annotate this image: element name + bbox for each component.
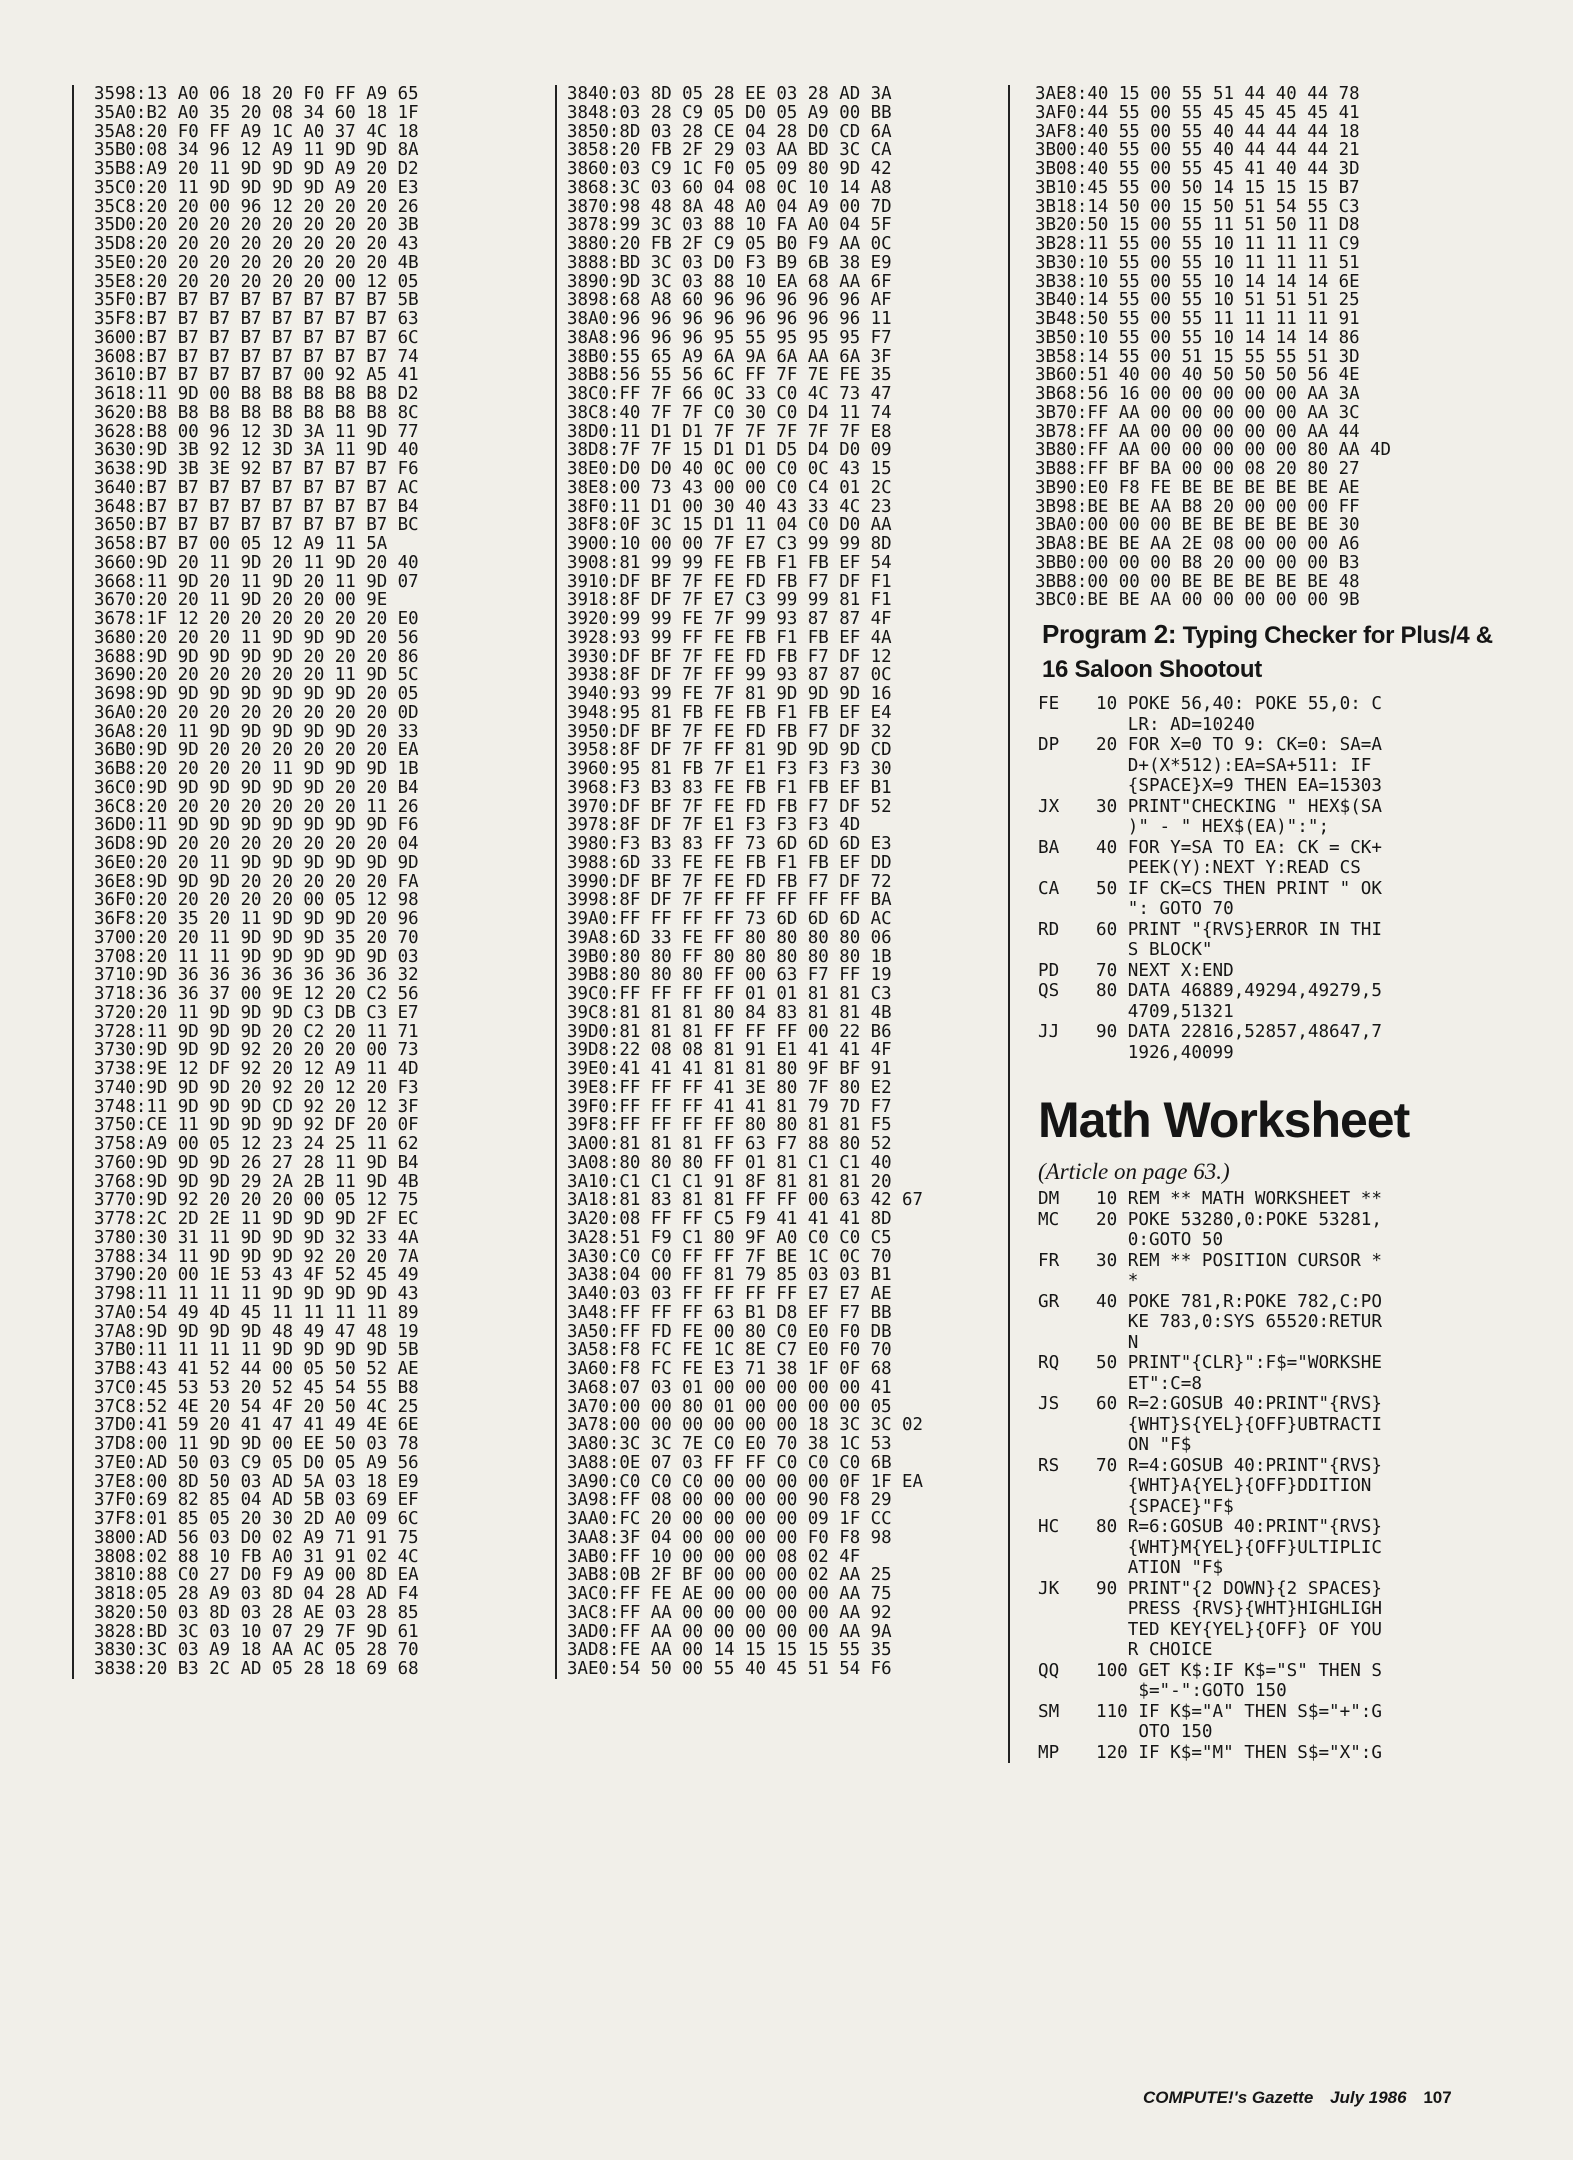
hex-line: 3A40:03 03 FF FF FF FF E7 E7 AE: [567, 1285, 892, 1304]
hex-line: 3918:8F DF 7F E7 C3 99 99 81 F1: [567, 591, 892, 610]
hex-line: 35B8:A9 20 11 9D 9D 9D A9 20 D2: [94, 160, 419, 179]
hex-line: 3A28:51 F9 C1 80 9F A0 C0 C0 C5: [567, 1228, 892, 1248]
hex-line: 36C8:20 20 20 20 20 20 20 11 26: [94, 797, 419, 817]
hex-line: 3870:98 48 8A 48 A0 04 A9 00 7D: [567, 197, 892, 217]
hex-listing-column-1: [72, 85, 552, 1679]
hex-line: 36D8:9D 20 20 20 20 20 20 20 04: [94, 835, 419, 854]
hex-line: 3AD0:FF AA 00 00 00 00 00 AA 9A: [567, 1622, 892, 1642]
hex-line: 3BA0:00 00 00 BE BE BE BE BE 30: [1035, 516, 1360, 535]
basic-code: 30 REM ** POSITION CURSOR * *: [1096, 1250, 1382, 1291]
hex-line: 3660:9D 20 11 9D 20 11 9D 20 40: [94, 553, 419, 573]
hex-line: 3618:11 9D 00 B8 B8 B8 B8 B8 D2: [94, 385, 419, 404]
hex-line: 3950:DF BF 7F FE FD FB F7 DF 32: [567, 722, 892, 742]
hex-line: 36F0:20 20 20 20 20 00 05 12 98: [94, 891, 419, 910]
hex-line: 3638:9D 3B 3E 92 B7 B7 B7 B7 F6: [94, 460, 419, 479]
hex-line: 38F8:0F 3C 15 D1 11 04 C0 D0 AA: [567, 516, 892, 535]
hex-line: 3AB0:FF 10 00 00 00 08 02 4F: [567, 1547, 861, 1567]
hex-line: 38D8:7F 7F 15 D1 D1 D5 D4 D0 09: [567, 441, 892, 460]
hex-line: 3A48:FF FF FF 63 B1 D8 EF F7 BB: [567, 1303, 892, 1323]
basic-line: [1010, 1210, 1502, 1251]
checksum-code: MP: [1038, 1742, 1060, 1763]
hex-line: 37E8:00 8D 50 03 AD 5A 03 18 E9: [94, 1472, 419, 1492]
checksum-code: DP: [1038, 735, 1060, 755]
hex-line: 3B98:BE BE AA B8 20 00 00 00 FF: [1035, 497, 1360, 517]
hex-line: 3BB8:00 00 00 BE BE BE BE BE 48: [1035, 572, 1360, 592]
basic-line: [1010, 920, 1502, 961]
hex-line: 3988:6D 33 FE FE FB F1 FB EF DD: [567, 853, 892, 873]
checksum-code: QQ: [1038, 1660, 1060, 1681]
checksum-code: HC: [1038, 1517, 1060, 1537]
checksum-code: JS: [1038, 1394, 1060, 1414]
hex-line: 3B28:11 55 00 55 10 11 11 11 C9: [1035, 235, 1360, 254]
hex-line: 3730:9D 9D 9D 92 20 20 20 00 73: [94, 1041, 419, 1060]
hex-line: 3B80:FF AA 00 00 00 00 00 80 AA 4D: [1035, 441, 1391, 460]
hex-line: 3B78:FF AA 00 00 00 00 00 AA 44: [1035, 422, 1360, 442]
basic-line: [1010, 838, 1502, 879]
basic-code: 90 PRINT"{2 DOWN}{2 SPACES} PRESS {RVS}{WHT}HIGHLIGH TED KEY{YEL}{OFF} OF YOU R CHOICE: [1096, 1578, 1382, 1660]
hex-line: 3628:B8 00 96 12 3D 3A 11 9D 77: [94, 422, 419, 442]
hex-line: 3AA8:3F 04 00 00 00 00 F0 F8 98: [567, 1528, 892, 1548]
hex-line: 36E0:20 20 11 9D 9D 9D 9D 9D 9D: [94, 853, 419, 873]
basic-code: 80 R=6:GOSUB 40:PRINT"{RVS} {WHT}M{YEL}{OFF}ULTIPLIC ATION "F$: [1096, 1517, 1382, 1578]
magazine-name: COMPUTE!'s Gazette: [1143, 2088, 1314, 2107]
checksum-code: MC: [1038, 1209, 1060, 1230]
hex-line: 3728:11 9D 9D 9D 20 C2 20 11 71: [94, 1022, 419, 1042]
hex-line: 3600:B7 B7 B7 B7 B7 B7 B7 B7 6C: [94, 328, 419, 348]
hex-line: 3B58:14 55 00 51 15 55 55 51 3D: [1035, 347, 1360, 367]
hex-line: 3690:20 20 20 20 20 20 11 9D 5C: [94, 666, 419, 685]
hex-line: 3668:11 9D 20 11 9D 20 11 9D 07: [94, 572, 419, 592]
hex-line: 39A8:6D 33 FE FF 80 80 80 80 06: [567, 928, 892, 948]
hex-line: 3AD8:FE AA 00 14 15 15 15 55 35: [567, 1641, 892, 1660]
hex-line: 3708:20 11 11 9D 9D 9D 9D 9D 03: [94, 947, 419, 967]
hex-line: 35F8:B7 B7 B7 B7 B7 B7 B7 B7 63: [94, 310, 419, 329]
hex-line: 3598:13 A0 06 18 20 F0 FF A9 65: [94, 85, 419, 104]
hex-line: 3780:30 31 11 9D 9D 9D 32 33 4A: [94, 1228, 419, 1248]
hex-line: 3A30:C0 C0 FF FF 7F BE 1C 0C 70: [567, 1247, 892, 1267]
checksum-code: FE: [1038, 694, 1060, 714]
hex-line: 3810:88 C0 27 D0 F9 A9 00 8D EA: [94, 1566, 419, 1585]
hex-line: 37B8:43 41 52 44 00 05 50 52 AE: [94, 1360, 419, 1379]
basic-code: 10 POKE 56,40: POKE 55,0: C LR: AD=10240: [1096, 694, 1382, 735]
hex-line: 3798:11 11 11 11 9D 9D 9D 9D 43: [94, 1285, 419, 1304]
hex-line: 3608:B7 B7 B7 B7 B7 B7 B7 B7 74: [94, 347, 419, 367]
basic-line: [1010, 1456, 1502, 1518]
hex-line: 3808:02 88 10 FB A0 31 91 02 4C: [94, 1547, 419, 1567]
hex-line: 3B00:40 55 00 55 40 44 44 44 21: [1035, 141, 1360, 160]
hex-line: 3B10:45 55 00 50 14 15 15 15 B7: [1035, 178, 1360, 198]
hex-line: 3880:20 FB 2F C9 05 B0 F9 AA 0C: [567, 235, 892, 254]
basic-line: [1010, 961, 1502, 982]
hex-line: 3A50:FF FD FE 00 80 C0 E0 F0 DB: [567, 1322, 892, 1342]
hex-line: 3818:05 28 A9 03 8D 04 28 AD F4: [94, 1585, 419, 1604]
hex-line: 3958:8F DF 7F FF 81 9D 9D 9D CD: [567, 741, 892, 760]
hex-line: 3920:99 99 FE 7F 99 93 87 87 4F: [567, 610, 892, 629]
hex-line: 3AF8:40 55 00 55 40 44 44 44 18: [1035, 122, 1360, 142]
hex-line: 3940:93 99 FE 7F 81 9D 9D 9D 16: [567, 685, 892, 704]
basic-line: [1010, 1251, 1502, 1292]
hex-line: 3A80:3C 3C 7E C0 E0 70 38 1C 53: [567, 1435, 892, 1454]
program-2-heading: Program 2: Typing Checker for Plus/4 & 16 Saloon Shootout: [1042, 619, 1493, 683]
hex-line: 3B20:50 15 00 55 11 51 50 11 D8: [1035, 216, 1360, 235]
hex-line: 3898:68 A8 60 96 96 96 96 96 AF: [567, 291, 892, 310]
hex-line: 36F8:20 35 20 11 9D 9D 9D 20 96: [94, 910, 419, 929]
basic-code: 50 IF CK=CS THEN PRINT " OK ": GOTO 70: [1096, 878, 1382, 919]
hex-line: 39F0:FF FF FF 41 41 81 79 7D F7: [567, 1097, 892, 1117]
hex-line: 36C0:9D 9D 9D 9D 9D 9D 20 20 B4: [94, 778, 419, 798]
hex-line: 3A18:81 83 81 81 FF FF 00 63 42 67: [567, 1191, 923, 1210]
hex-line: 37C8:52 4E 20 54 4F 20 50 4C 25: [94, 1397, 419, 1417]
hex-line: 37E0:AD 50 03 C9 05 D0 05 A9 56: [94, 1453, 419, 1473]
page-footer: [1143, 2088, 1464, 2108]
hex-line: 3740:9D 9D 9D 20 92 20 12 20 F3: [94, 1078, 419, 1098]
hex-line: 3AE8:40 15 00 55 51 44 40 44 78: [1035, 85, 1360, 104]
hex-line: 3990:DF BF 7F FE FD FB F7 DF 72: [567, 872, 892, 892]
hex-line: 3A08:80 80 80 FF 01 81 C1 C1 40: [567, 1153, 892, 1173]
hex-line: 37C0:45 53 53 20 52 45 54 55 B8: [94, 1378, 419, 1398]
hex-line: 3BB0:00 00 00 B8 20 00 00 00 B3: [1035, 553, 1360, 573]
hex-line: 35A0:B2 A0 35 20 08 34 60 18 1F: [94, 103, 419, 123]
hex-line: 3978:8F DF 7F E1 F3 F3 F3 4D: [567, 816, 861, 835]
page-number: 107: [1423, 2088, 1452, 2107]
hex-line: 3650:B7 B7 B7 B7 B7 B7 B7 B7 BC: [94, 516, 419, 535]
hex-line: 3688:9D 9D 9D 9D 9D 20 20 20 86: [94, 647, 419, 667]
basic-line: [1010, 1579, 1502, 1661]
hex-line: 37A8:9D 9D 9D 9D 48 49 47 48 19: [94, 1322, 419, 1342]
hex-line: 3840:03 8D 05 28 EE 03 28 AD 3A: [567, 85, 892, 104]
hex-line: 3760:9D 9D 9D 26 27 28 11 9D B4: [94, 1153, 419, 1173]
basic-code: 50 PRINT"{CLR}":F$="WORKSHE ET":C=8: [1096, 1353, 1382, 1394]
hex-line: 3768:9D 9D 9D 29 2A 2B 11 9D 4B: [94, 1172, 419, 1192]
hex-line: 3B30:10 55 00 55 10 11 11 11 51: [1035, 253, 1360, 273]
hex-line: 3AC8:FF AA 00 00 00 00 00 AA 92: [567, 1603, 892, 1623]
hex-line: 3A90:C0 C0 C0 00 00 00 00 0F 1F EA: [567, 1472, 923, 1492]
basic-line: [1010, 1702, 1502, 1743]
basic-line: [1010, 1022, 1502, 1063]
hex-line: 3A88:0E 07 03 FF FF C0 C0 C0 6B: [567, 1453, 892, 1473]
hex-line: 3850:8D 03 28 CE 04 28 D0 CD 6A: [567, 122, 892, 142]
hex-line: 38C0:FF 7F 66 0C 33 C0 4C 73 47: [567, 385, 892, 404]
hex-line: 39D8:22 08 08 81 91 E1 41 41 4F: [567, 1041, 892, 1060]
hex-line: 35D0:20 20 20 20 20 20 20 20 3B: [94, 216, 419, 235]
hex-line: 3758:A9 00 05 12 23 24 25 11 62: [94, 1135, 419, 1154]
basic-code: 100 GET K$:IF K$="S" THEN S $="-":GOTO 150: [1096, 1660, 1382, 1701]
program-2-listing: [1010, 694, 1502, 1063]
hex-line: 39B0:80 80 FF 80 80 80 80 80 1B: [567, 947, 892, 967]
hex-line: 3830:3C 03 A9 18 AA AC 05 28 70: [94, 1641, 419, 1660]
hex-line: 3BA8:BE BE AA 2E 08 00 00 00 A6: [1035, 535, 1360, 554]
checksum-code: JK: [1038, 1578, 1060, 1599]
hex-line: 3750:CE 11 9D 9D 9D 92 DF 20 0F: [94, 1116, 419, 1135]
hex-line: 39D0:81 81 81 FF FF FF 00 22 B6: [567, 1022, 892, 1042]
hex-line: 3B50:10 55 00 55 10 14 14 14 86: [1035, 328, 1360, 348]
hex-line: 38B0:55 65 A9 6A 9A 6A AA 6A 3F: [567, 347, 892, 367]
basic-line: [1010, 1661, 1502, 1702]
hex-line: 3748:11 9D 9D 9D CD 92 20 12 3F: [94, 1097, 419, 1117]
hex-line: 3910:DF BF 7F FE FD FB F7 DF F1: [567, 572, 892, 592]
hex-line: 39C0:FF FF FF FF 01 01 81 81 C3: [567, 985, 892, 1004]
hex-line: 3B48:50 55 00 55 11 11 11 11 91: [1035, 310, 1360, 329]
hex-line: 36B8:20 20 20 20 11 9D 9D 9D 1B: [94, 760, 419, 779]
hex-line: 3AA0:FC 20 00 00 00 00 09 1F CC: [567, 1510, 892, 1529]
hex-line: 3610:B7 B7 B7 B7 B7 00 92 A5 41: [94, 366, 419, 385]
hex-line: 3838:20 B3 2C AD 05 28 18 69 68: [94, 1660, 419, 1679]
basic-code: 10 REM ** MATH WORKSHEET **: [1096, 1189, 1382, 1209]
checksum-code: JX: [1038, 796, 1060, 817]
checksum-code: RQ: [1038, 1353, 1060, 1373]
hex-line: 35C0:20 11 9D 9D 9D 9D A9 20 E3: [94, 178, 419, 198]
hex-line: 3778:2C 2D 2E 11 9D 9D 9D 2F EC: [94, 1210, 419, 1229]
basic-line: [1010, 797, 1502, 838]
hex-line: 35B0:08 34 96 12 A9 11 9D 9D 8A: [94, 141, 419, 160]
hex-line: 3B40:14 55 00 55 10 51 51 51 25: [1035, 291, 1360, 310]
basic-code: 60 R=2:GOSUB 40:PRINT"{RVS} {WHT}S{YEL}{OFF}UBTRACTI ON "F$: [1096, 1394, 1382, 1455]
checksum-code: CA: [1038, 878, 1060, 899]
math-worksheet-listing: [1010, 1189, 1502, 1763]
hex-listing-column-2: [555, 85, 1003, 1679]
hex-line: 3B08:40 55 00 55 45 41 40 44 3D: [1035, 160, 1360, 179]
hex-line: 3A98:FF 08 00 00 00 00 90 F8 29: [567, 1491, 892, 1510]
hex-line: 3938:8F DF 7F FF 99 93 87 87 0C: [567, 666, 892, 685]
hex-line: 3640:B7 B7 B7 B7 B7 B7 B7 B7 AC: [94, 478, 419, 498]
basic-line: [1010, 735, 1502, 797]
hex-line: 3770:9D 92 20 20 20 00 05 12 75: [94, 1191, 419, 1210]
hex-listing-column-3: [1010, 85, 1502, 610]
hex-line: 3800:AD 56 03 D0 02 A9 71 91 75: [94, 1528, 419, 1548]
hex-line: 3A78:00 00 00 00 00 00 18 3C 3C 02: [567, 1416, 923, 1435]
hex-line: 3A20:08 FF FF C5 F9 41 41 41 8D: [567, 1210, 892, 1229]
hex-line: 37A0:54 49 4D 45 11 11 11 11 89: [94, 1303, 419, 1323]
basic-code: 20 FOR X=0 TO 9: CK=0: SA=A D+(X*512):EA=SA+511: IF {SPACE}X=9 THEN EA=15303: [1096, 735, 1382, 796]
basic-line: [1010, 1394, 1502, 1456]
hex-line: 3930:DF BF 7F FE FD FB F7 DF 12: [567, 647, 892, 667]
hex-line: 3720:20 11 9D 9D 9D C3 DB C3 E7: [94, 1003, 419, 1023]
hex-line: 35C8:20 20 00 96 12 20 20 20 26: [94, 197, 419, 217]
hex-line: 38A8:96 96 96 95 55 95 95 95 F7: [567, 328, 892, 348]
hex-line: 3868:3C 03 60 04 08 0C 10 14 A8: [567, 178, 892, 198]
basic-code: 20 POKE 53280,0:POKE 53281, 0:GOTO 50: [1096, 1209, 1382, 1250]
basic-line: [1010, 1517, 1502, 1579]
basic-code: 70 NEXT X:END: [1096, 960, 1234, 981]
basic-code: 80 DATA 46889,49294,49279,5 4709,51321: [1096, 981, 1382, 1022]
basic-code: 90 DATA 22816,52857,48647,7 1926,40099: [1096, 1022, 1382, 1063]
hex-line: 3A38:04 00 FF 81 79 85 03 03 B1: [567, 1266, 892, 1285]
hex-line: 38A0:96 96 96 96 96 96 96 96 11: [567, 310, 892, 329]
hex-line: 3A60:F8 FC FE E3 71 38 1F 0F 68: [567, 1360, 892, 1379]
hex-line: 38F0:11 D1 00 30 40 43 33 4C 23: [567, 497, 892, 517]
hex-line: 39A0:FF FF FF FF 73 6D 6D 6D AC: [567, 910, 892, 929]
basic-line: [1010, 694, 1502, 735]
hex-line: 3860:03 C9 1C F0 05 09 80 9D 42: [567, 160, 892, 179]
hex-line: 3A58:F8 FC FE 1C 8E C7 E0 F0 70: [567, 1341, 892, 1360]
checksum-code: RS: [1038, 1455, 1060, 1476]
checksum-code: BA: [1038, 837, 1060, 858]
checksum-code: JJ: [1038, 1022, 1060, 1042]
hex-line: 3B60:51 40 00 40 50 50 50 56 4E: [1035, 366, 1360, 385]
checksum-code: PD: [1038, 960, 1060, 981]
basic-code: 40 POKE 781,R:POKE 782,C:PO KE 783,0:SYS 65520:RETUR N: [1096, 1291, 1382, 1353]
basic-line: [1010, 1353, 1502, 1394]
hex-line: 3858:20 FB 2F 29 03 AA BD 3C CA: [567, 141, 892, 160]
hex-line: 3848:03 28 C9 05 D0 05 A9 00 BB: [567, 103, 892, 123]
basic-code: 60 PRINT "{RVS}ERROR IN THI S BLOCK": [1096, 919, 1382, 960]
hex-line: 3AC0:FF FE AE 00 00 00 00 AA 75: [567, 1585, 892, 1604]
checksum-code: QS: [1038, 981, 1060, 1001]
article-reference: (Article on page 63.): [1038, 1159, 1230, 1184]
hex-line: 3B18:14 50 00 15 50 51 54 55 C3: [1035, 197, 1360, 217]
hex-line: 38B8:56 55 56 6C FF 7F 7E FE 35: [567, 366, 892, 385]
hex-line: 3948:95 81 FB FE FB F1 FB EF E4: [567, 703, 892, 723]
hex-line: 3A00:81 81 81 FF 63 F7 88 80 52: [567, 1135, 892, 1154]
hex-line: 35E0:20 20 20 20 20 20 20 20 4B: [94, 253, 419, 273]
hex-line: 37F8:01 85 05 20 30 2D A0 09 6C: [94, 1510, 419, 1529]
hex-line: 3878:99 3C 03 88 10 FA A0 04 5F: [567, 216, 892, 235]
basic-code: 30 PRINT"CHECKING " HEX$(SA )" - " HEX$(EA)":";: [1096, 796, 1382, 837]
issue-date: July 1986: [1330, 2088, 1407, 2107]
hex-line: 3A68:07 03 01 00 00 00 00 00 41: [567, 1378, 892, 1398]
hex-line: 39E8:FF FF FF 41 3E 80 7F 80 E2: [567, 1078, 892, 1098]
hex-line: 3B68:56 16 00 00 00 00 00 AA 3A: [1035, 385, 1360, 404]
hex-line: 35A8:20 F0 FF A9 1C A0 37 4C 18: [94, 122, 419, 142]
basic-code: 110 IF K$="A" THEN S$="+":G OTO 150: [1096, 1701, 1382, 1742]
hex-line: 36D0:11 9D 9D 9D 9D 9D 9D 9D F6: [94, 816, 419, 835]
hex-line: 3788:34 11 9D 9D 9D 92 20 20 7A: [94, 1247, 419, 1267]
hex-line: 3790:20 00 1E 53 43 4F 52 45 49: [94, 1266, 419, 1285]
basic-code: 120 IF K$="M" THEN S$="X":G: [1096, 1742, 1382, 1763]
hex-line: 38E8:00 73 43 00 00 C0 C4 01 2C: [567, 478, 892, 498]
hex-line: 3AB8:0B 2F BF 00 00 00 02 AA 25: [567, 1566, 892, 1585]
hex-line: 3710:9D 36 36 36 36 36 36 36 32: [94, 966, 419, 985]
checksum-code: FR: [1038, 1250, 1060, 1271]
hex-line: 38C8:40 7F 7F C0 30 C0 D4 11 74: [567, 403, 892, 423]
basic-line: [1010, 879, 1502, 920]
hex-line: 36B0:9D 9D 20 20 20 20 20 20 EA: [94, 741, 419, 760]
hex-line: 35D8:20 20 20 20 20 20 20 20 43: [94, 235, 419, 254]
hex-line: 3B90:E0 F8 FE BE BE BE BE BE AE: [1035, 478, 1360, 498]
hex-line: 3900:10 00 00 7F E7 C3 99 99 8D: [567, 535, 892, 554]
hex-line: 3670:20 20 11 9D 20 20 00 9E: [94, 591, 388, 610]
hex-line: 36E8:9D 9D 9D 20 20 20 20 20 FA: [94, 872, 419, 892]
hex-line: 3828:BD 3C 03 10 07 29 7F 9D 61: [94, 1622, 419, 1642]
hex-line: 38D0:11 D1 D1 7F 7F 7F 7F 7F E8: [567, 422, 892, 442]
checksum-code: RD: [1038, 919, 1060, 940]
hex-line: 3718:36 36 37 00 9E 12 20 C2 56: [94, 985, 419, 1004]
hex-line: 3700:20 20 11 9D 9D 9D 35 20 70: [94, 928, 419, 948]
hex-line: 3908:81 99 99 FE FB F1 FB EF 54: [567, 553, 892, 573]
hex-line: 36A8:20 11 9D 9D 9D 9D 9D 20 33: [94, 722, 419, 742]
hex-line: 3658:B7 B7 00 05 12 A9 11 5A: [94, 535, 388, 554]
basic-line: [1010, 1292, 1502, 1354]
hex-line: 3648:B7 B7 B7 B7 B7 B7 B7 B7 B4: [94, 497, 419, 517]
hex-line: 3B88:FF BF BA 00 00 08 20 80 27: [1035, 460, 1360, 479]
hex-line: 3680:20 20 20 11 9D 9D 9D 20 56: [94, 628, 419, 648]
hex-line: 3820:50 03 8D 03 28 AE 03 28 85: [94, 1603, 419, 1623]
hex-line: 35E8:20 20 20 20 20 20 00 12 05: [94, 272, 419, 292]
hex-line: 3980:F3 B3 83 FF 73 6D 6D 6D E3: [567, 835, 892, 854]
hex-line: 3998:8F DF 7F FF FF FF FF FF BA: [567, 891, 892, 910]
hex-line: 39B8:80 80 80 FF 00 63 F7 FF 19: [567, 966, 892, 985]
hex-line: 3AF0:44 55 00 55 45 45 45 45 41: [1035, 103, 1360, 123]
basic-line: [1010, 1189, 1502, 1210]
checksum-code: DM: [1038, 1189, 1060, 1209]
checksum-code: GR: [1038, 1291, 1060, 1312]
checksum-code: SM: [1038, 1701, 1060, 1722]
hex-line: 3630:9D 3B 92 12 3D 3A 11 9D 40: [94, 441, 419, 460]
hex-line: 36A0:20 20 20 20 20 20 20 20 0D: [94, 703, 419, 723]
hex-line: 3970:DF BF 7F FE FD FB F7 DF 52: [567, 797, 892, 817]
hex-line: 39E0:41 41 41 81 81 80 9F BF 91: [567, 1060, 892, 1079]
basic-line: [1010, 1743, 1502, 1764]
hex-line: 3890:9D 3C 03 88 10 EA 68 AA 6F: [567, 272, 892, 292]
hex-line: 3960:95 81 FB 7F E1 F3 F3 F3 30: [567, 760, 892, 779]
hex-line: 3928:93 99 FF FE FB F1 FB EF 4A: [567, 628, 892, 648]
basic-code: 70 R=4:GOSUB 40:PRINT"{RVS} {WHT}A{YEL}{OFF}DDITION {SPACE}"F$: [1096, 1455, 1382, 1517]
hex-line: 3A10:C1 C1 C1 91 8F 81 81 81 20: [567, 1172, 892, 1192]
hex-line: 3A70:00 00 80 01 00 00 00 00 05: [567, 1397, 892, 1417]
hex-line: 3888:BD 3C 03 D0 F3 B9 6B 38 E9: [567, 253, 892, 273]
hex-line: 39C8:81 81 81 80 84 83 81 81 4B: [567, 1003, 892, 1023]
hex-line: 35F0:B7 B7 B7 B7 B7 B7 B7 B7 5B: [94, 291, 419, 310]
hex-line: 3698:9D 9D 9D 9D 9D 9D 9D 20 05: [94, 685, 419, 704]
hex-line: 37D8:00 11 9D 9D 00 EE 50 03 78: [94, 1435, 419, 1454]
hex-line: 39F8:FF FF FF FF 80 80 81 81 F5: [567, 1116, 892, 1135]
hex-line: 3B38:10 55 00 55 10 14 14 14 6E: [1035, 272, 1360, 292]
hex-line: 3B70:FF AA 00 00 00 00 00 AA 3C: [1035, 403, 1360, 423]
basic-line: [1010, 981, 1502, 1022]
basic-code: 40 FOR Y=SA TO EA: CK = CK+ PEEK(Y):NEXT Y:READ CS: [1096, 837, 1382, 878]
hex-line: 3968:F3 B3 83 FE FB F1 FB EF B1: [567, 778, 892, 798]
hex-line: 3BC0:BE BE AA 00 00 00 00 00 9B: [1035, 591, 1360, 610]
hex-line: 38E0:D0 D0 40 0C 00 C0 0C 43 15: [567, 460, 892, 479]
hex-line: 3620:B8 B8 B8 B8 B8 B8 B8 B8 8C: [94, 403, 419, 423]
hex-line: 3738:9E 12 DF 92 20 12 A9 11 4D: [94, 1060, 419, 1079]
hex-line: 37D0:41 59 20 41 47 41 49 4E 6E: [94, 1416, 419, 1435]
right-column: [1008, 85, 1502, 1763]
hex-line: 37F0:69 82 85 04 AD 5B 03 69 EF: [94, 1491, 419, 1510]
hex-line: 37B0:11 11 11 11 9D 9D 9D 9D 5B: [94, 1341, 419, 1360]
hex-line: 3678:1F 12 20 20 20 20 20 20 E0: [94, 610, 419, 629]
math-worksheet-title: Math Worksheet: [1038, 1092, 1410, 1148]
hex-line: 3AE0:54 50 00 55 40 45 51 54 F6: [567, 1660, 892, 1679]
